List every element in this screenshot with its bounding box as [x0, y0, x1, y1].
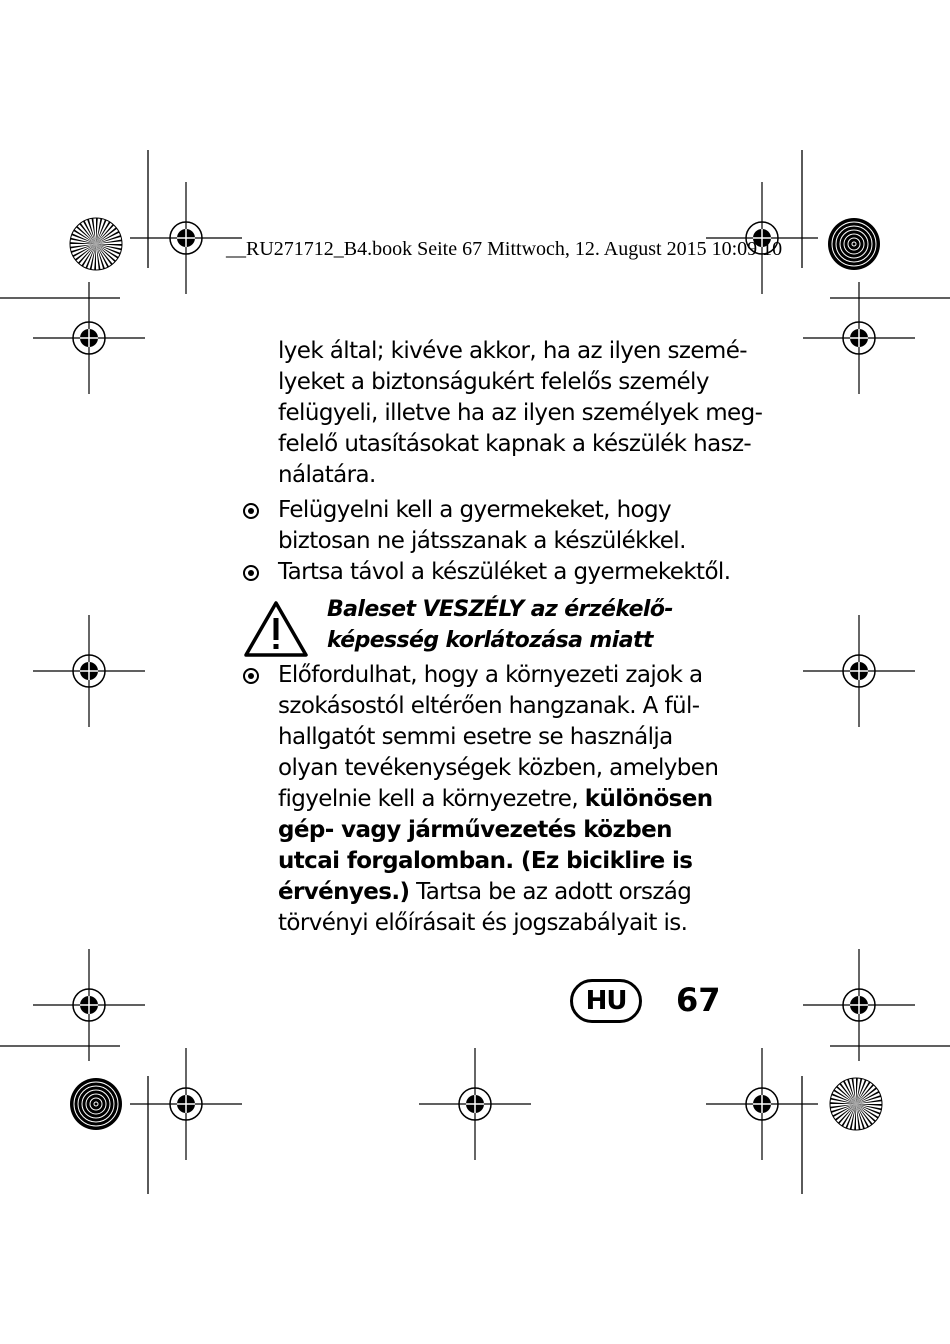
text-line: lyeket a biztonságukért felelős személy [278, 369, 709, 395]
text-line: Tartsa távol a készüléket a gyermekektől. [278, 559, 731, 585]
bold-segment: különösen [584, 786, 713, 812]
bold-line: utcai forgalomban. (Ez biciklire is [278, 848, 693, 874]
print-header: __RU271712_B4.book Seite 67 Mittwoch, 12. August 2015 10:09 10 [226, 238, 783, 260]
bullet-icon [243, 503, 259, 519]
text-line: nálatára. [278, 462, 376, 488]
text-line: Felügyelni kell a gyermekeket, hogy [278, 497, 672, 523]
text-line: hallgatót semmi esetre se használja [278, 724, 673, 750]
bullet-item [278, 557, 738, 588]
bullet-icon [243, 565, 259, 581]
text-line: szokásostól eltérően hangzanak. A fül- [278, 693, 700, 719]
bullet-icon [243, 668, 259, 684]
bullet-item [278, 495, 738, 557]
text-line: felügyeli, illetve ha az ilyen személyek meg- [278, 400, 763, 426]
text-line: Baleset VESZÉLY az érzékelő- [327, 597, 673, 622]
bold-line: gép- vagy járművezetés közben [278, 817, 672, 843]
bold-segment: érvényes.) [278, 879, 410, 905]
text-line: olyan tevékenységek közben, amelyben [278, 755, 719, 781]
text-line: biztosan ne játsszanak a készülékkel. [278, 528, 686, 554]
text-line: képesség korlátozása miatt [327, 628, 653, 653]
page-number: 67 [676, 981, 721, 1019]
text-line [278, 784, 738, 815]
warning-title [327, 594, 727, 656]
language-badge: HU [570, 979, 642, 1023]
bullet-item [278, 660, 738, 939]
text-segment: Tartsa be az adott ország [409, 879, 692, 905]
text-line [278, 877, 738, 908]
text-line: felelő utasításokat kapnak a készülék hasz- [278, 431, 752, 457]
warning-triangle-icon [243, 600, 309, 658]
text-line: lyek által; kivéve akkor, ha az ilyen szemé- [278, 338, 747, 364]
text-segment: figyelnie kell a környezetre, [278, 786, 585, 812]
text-line: Előfordulhat, hogy a környezeti zajok a [278, 662, 703, 688]
continuation-paragraph [278, 336, 763, 491]
text-line: törvényi előírásait és jogszabályait is. [278, 910, 688, 936]
